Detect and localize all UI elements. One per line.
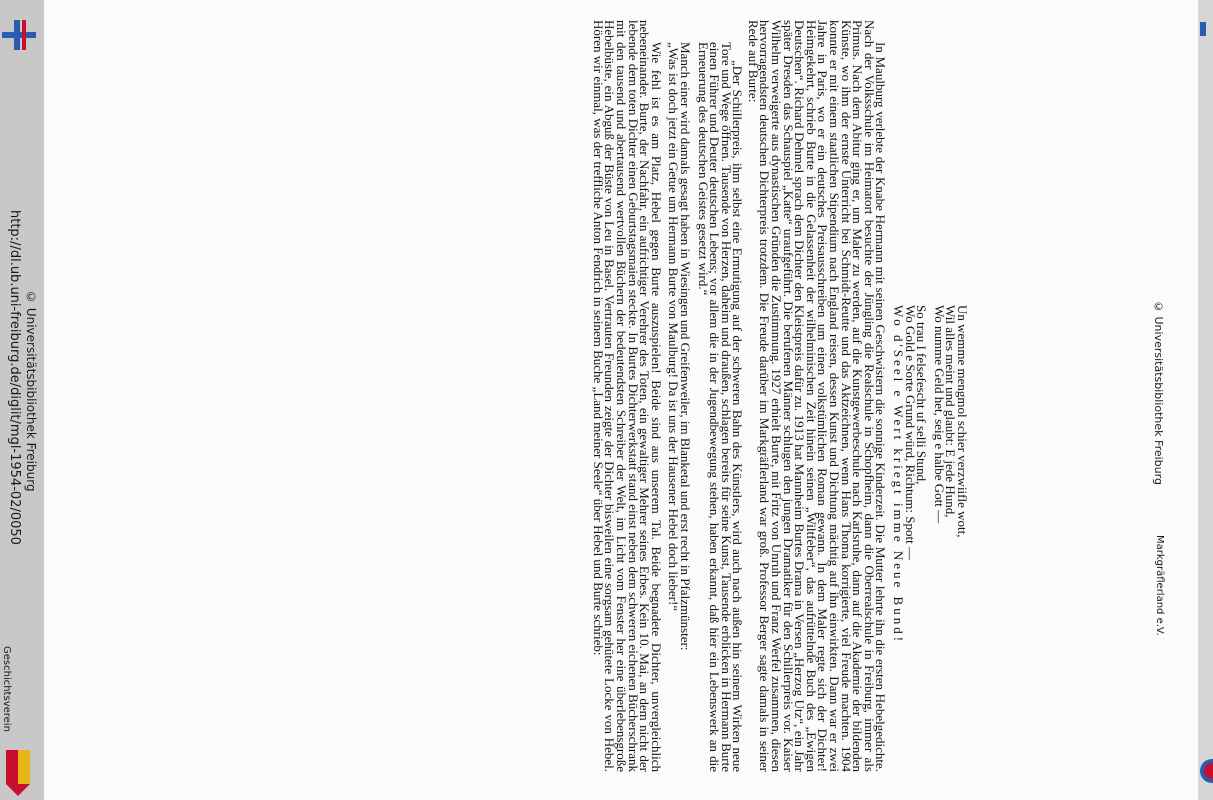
paragraph: Wie fehl ist es am Platz, Hebel gegen Burte auszuspielen! Beide sind aus unserem Tal. Beide begnadete Dichter, unvergleichlich nebeneinander. Burte, der Nachfahr, ein aufrichtiger Verehrer des Toten, ein gewaltiger Mehrer seines Erbes. Kein 10. Mai, an dem nicht der lebende dem toten Dichter einen Geburtstagsmaien steckte. In Burtes Dichterwerkstatt stand einst neben dem schweren eichenen Bücherschrank mit den tausend und abertausend wertvollen Büchern der bedeutendsten Schreiber der Welt, im Licht vom Fenster her eine überlebensgroße Hebelbüste, ein Abguß der Büste von Leu in Basel. Vertrauten Freunden zeigte der Dichter bisweilen eine sorgsam gehütete Locke von Hebel. Hören wir einmal, was der treffliche Anton Fendrich in seinem Buche „Land meiner Seele“ über Hebel und Burte schrieb: <box>590 20 664 772</box>
verse-line: Wo Gold e Sorte Grund würd, Richtum: Spott — <box>902 305 918 560</box>
coat-of-arms-icon <box>2 748 32 798</box>
text-column <box>592 20 968 772</box>
paragraph: Manch einer wird damals gesagt haben in Wiesingen und Greifenweiler, im Blanketal und erst recht in Pfalzmünster: <box>677 42 693 651</box>
scanned-page <box>44 0 1198 800</box>
footer-copyright: © Universitätsbibliothek Freiburg <box>24 290 38 492</box>
crest-fragment-icon <box>1198 20 1213 40</box>
right-margin-strip <box>1198 0 1213 800</box>
paragraph: „Was ist doch jetzt ein Getue um Hermann Burte von Maulburg! Da ist uns der Hausener Hebel doch lieber!“ <box>666 42 682 612</box>
verse-line: Wil alles meint und glaubt: E jede Hund, <box>943 305 959 518</box>
rotated-page-content <box>44 0 1198 800</box>
footer-url[interactable]: http://dl.ub.uni-freiburg.de/diglit/mgl-1954-02/0050 <box>7 210 22 545</box>
paragraph: In Maulburg verlebte der Knabe Hermann mit seinen Geschwistern die sonnige Kinderzeit. Die Mutter lehrte ihn die ersten Hebelgedichte. Nach der Volksschule im Heimatort besuchte der Jüngling die Realschule in Schopfheim, dann die Oberrealschule in Freiburg, immer als Primus. Nach dem Abitur ging er, um Maler zu werden, auf die Kunstgewerbeschule nach Karlsruhe, dann auf die Akademie der bildenden Künste, wo ihm der ernste Unterricht bei Schmidt-Reutte und das Aktzeichnen, wenn Hans Thoma korrigierte, viel Freude machten. 1904 konnte er mit einem staatlichen Stipendium nach England reisen, dessen Kunst und Dichtung mächtig auf ihn einwirkten. Dann war er zwei Jahre in Paris, wo er ein deutsches Preisausschreiben um einen volkstümlichen Roman gewann. In dem Maler regte sich der Dichter! Heimgekehrt, schrieb Burte in die Gelassenheit der wilhelminischen Zeit hinein seinen „Wiltfeber“, das aufrüttelnde Buch des „Ewigen Deutschen“. Richard Dehmel sprach dem Dichter den Kleistpreis dafür zu. 1913 hat Mannheim Burtes Drama in Versen „Herzog Utz“, ein Jahr später Dresden das Schauspiel „Katte“ uraufgeführt. Die berufenen Männer schlugen den jungen Dramatiker für den Schillerpreis vor. Kaiser Wilhelm verweigerte aus dynastischen Gründen die Zustimmung. 1927 erhielt Burte, mit Fritz von Unruh und Franz Werfel zusammen, diesen hervorragendsten deutschen Dichterpreis trotzdem. Die Freude darüber im Markgräflerland war groß. Professor Berger sagte damals in seiner Rede auf Burte: <box>745 20 889 772</box>
header-society: Markgräflerland e.V. <box>1154 535 1165 636</box>
crest-fragment-icon <box>0 18 40 68</box>
verse-line: Un wemme mengmol schier verzwiifle wott, <box>955 305 970 538</box>
verse-line: So trau I felsefescht uf selli Stund, <box>914 305 930 485</box>
header-copyright: © Universitätsbibliothek Freiburg <box>1152 300 1165 485</box>
footer-society: Geschichtsverein <box>1 646 12 732</box>
verse-line: Wo numme Geld het, seig e halbe Gott — <box>931 305 947 524</box>
verse-line: Wo d'Seel e Wert kriegt imme Neue Bund! <box>891 305 907 645</box>
verse-stanza-1 <box>933 20 968 772</box>
coat-of-arms-icon <box>1198 755 1213 795</box>
verse-stanza-2 <box>891 20 930 772</box>
block-quote: „Der Schillerpreis, ihm selbst eine Ermutigung auf der schweren Bahn des Künstlers, wird auch nach außen hin seinem Wirken neue Tore und Wege öffnen. Tausende von Herzen, daheim und draußen, schlagen bereits für seine Kunst, Tausende erblicken in Hermann Burte einen Führer und Deuter deutschen Lebens; vor allem die in der Jugendbewegung stehen, haben erkannt, daß hier ein Lebenswerk an die Erneuerung des deutschen Geistes gesetzt wird.“ <box>695 42 746 772</box>
